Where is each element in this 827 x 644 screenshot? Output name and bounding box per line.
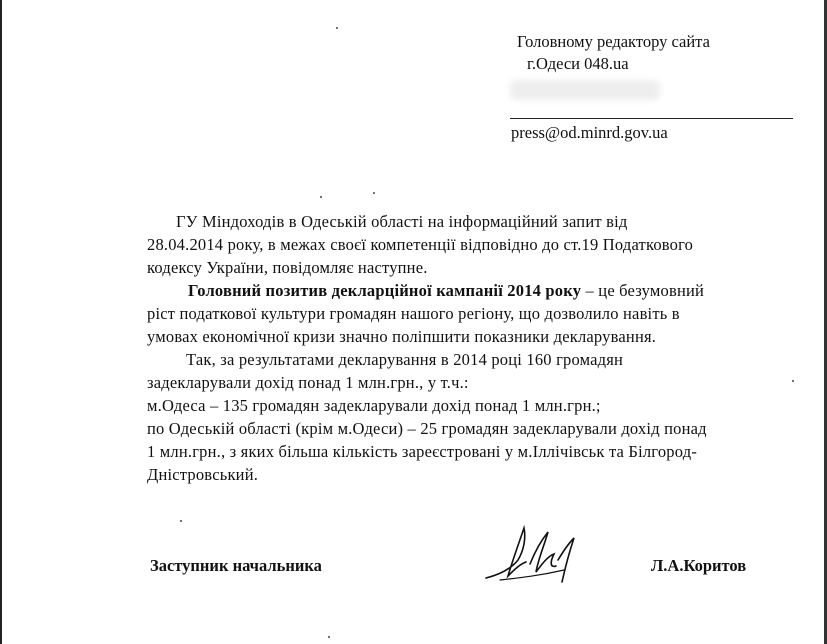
recipient-title: Головному редактору сайта [517, 32, 710, 51]
paragraph-3-line-5: 1 млн.грн., з яких більша кількість зареєстровані у м.Іллічівськ та Білгород- [147, 442, 698, 461]
scan-speck [180, 520, 182, 522]
scan-speck [328, 636, 330, 638]
scan-speck [336, 27, 338, 29]
scan-border-left [0, 0, 2, 644]
paragraph-2-rest: – це безумовний [581, 281, 705, 300]
paragraph-2-line-1 [188, 281, 704, 301]
scan-speck [373, 192, 375, 194]
paragraph-1-line-2: 28.04.2014 року, в межах своєї компетенції відповідно до ст.19 Податкового [147, 235, 694, 254]
paragraph-3-line-4: по Одеській області (крім м.Одеси) – 25 громадян задекларували дохід понад [147, 419, 707, 438]
paragraph-1-line-1: ГУ Міндоходів в Одеській області на інформаційний запит від [176, 212, 628, 231]
scan-speck [792, 380, 794, 382]
scan-speck [320, 196, 322, 198]
paragraph-2-bold: Головний позитив декларційної кампанії 2014 року [188, 281, 582, 300]
recipient-email: press@od.minrd.gov.ua [511, 123, 668, 142]
paragraph-3-line-6: Дністровський. [147, 465, 259, 484]
recipient-site: г.Одеси 048.ua [527, 54, 629, 73]
paragraph-3-line-3: м.Одеса – 135 громадян задекларували дохід понад 1 млн.грн.; [147, 396, 601, 415]
signatory-name: Л.А.Коритов [651, 556, 747, 575]
paragraph-2-line-3: умовах економічної кризи значно поліпшити показники декларування. [147, 327, 657, 346]
handwritten-signature [478, 520, 588, 590]
paragraph-3-line-2: задекларували дохід понад 1 млн.грн., у т.ч.: [147, 373, 469, 392]
paragraph-1-line-3: кодексу України, повідомляє наступне. [147, 258, 428, 277]
signatory-position: Заступник начальника [150, 556, 322, 575]
paragraph-2-line-2: ріст податкової культури громадян нашого регіону, що дозволило навіть в [147, 304, 680, 323]
redacted-area [510, 80, 660, 100]
paragraph-3-line-1: Так, за результатами декларування в 2014 році 160 громадян [186, 350, 624, 369]
underline [510, 118, 793, 119]
